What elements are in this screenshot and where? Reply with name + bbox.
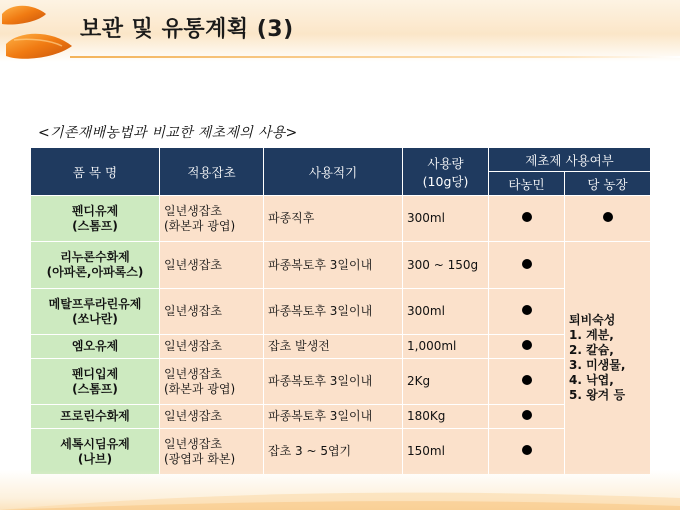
weeds-text: 일년생잡초 <box>164 203 222 218</box>
note-heading: 퇴비숙성 <box>569 313 616 327</box>
weeds-detail: (광엽과 화본) <box>164 451 236 466</box>
tanungmin-cell <box>489 196 565 242</box>
timing-cell: 파종복토후 3일이내 <box>264 242 403 289</box>
table-row <box>31 359 651 405</box>
our-farm-cell <box>565 196 651 242</box>
product-cell <box>31 289 160 335</box>
tanungmin-cell <box>489 429 565 475</box>
product-cell <box>31 359 160 405</box>
header-tanungmin: 타농민 <box>489 172 565 196</box>
tanungmin-cell <box>489 335 565 359</box>
weeds-cell: 일년생잡초 <box>160 289 264 335</box>
product-brand: (아파론,아파록스) <box>46 265 144 279</box>
used-dot-icon <box>522 212 532 222</box>
amount-cell: 150ml <box>403 429 489 475</box>
weeds-text: 일년생잡초 <box>164 436 222 451</box>
weeds-cell <box>160 429 264 475</box>
header-amount <box>403 148 489 196</box>
timing-cell: 파종복토후 3일이내 <box>264 359 403 405</box>
note-item: 4. 낙엽, <box>569 373 614 387</box>
weeds-cell: 일년생잡초 <box>160 242 264 289</box>
table-row <box>31 429 651 475</box>
amount-cell: 300ml <box>403 289 489 335</box>
product-name: 프로린수화제 <box>60 409 130 423</box>
table-caption: <기존재배농법과 비교한 제초제의 사용> <box>38 125 298 141</box>
tanungmin-cell <box>489 289 565 335</box>
amount-cell: 300ml <box>403 196 489 242</box>
amount-cell: 2Kg <box>403 359 489 405</box>
used-dot-icon <box>522 375 532 385</box>
product-cell <box>31 429 160 475</box>
product-name: 세톡시딤유제 <box>60 436 130 451</box>
header-amount-line1: 사용량 <box>427 155 464 171</box>
table-row <box>31 242 651 289</box>
timing-cell: 파종복토후 3일이내 <box>264 289 403 335</box>
used-dot-icon <box>522 305 532 315</box>
weeds-text: 일년생잡초 <box>164 366 222 381</box>
product-name: 리누론수화제 <box>60 250 130 264</box>
product-cell <box>31 242 160 289</box>
weeds-cell <box>160 359 264 405</box>
product-brand: (스톰프) <box>72 381 118 396</box>
tanungmin-cell <box>489 242 565 289</box>
product-name: 펜디입제 <box>71 366 119 381</box>
weeds-detail: (화본과 광엽) <box>164 218 236 233</box>
amount-cell: 1,000ml <box>403 335 489 359</box>
header-divider <box>70 56 680 58</box>
weeds-cell: 일년생잡초 <box>160 335 264 359</box>
product-cell <box>31 335 160 359</box>
product-brand: (스톰프) <box>72 218 118 233</box>
product-name: 펜디유제 <box>71 203 119 218</box>
amount-cell: 180Kg <box>403 405 489 429</box>
timing-cell: 파종복토후 3일이내 <box>264 405 403 429</box>
used-dot-icon <box>522 410 532 420</box>
used-dot-icon <box>603 212 613 222</box>
header-weeds: 적용잡초 <box>160 148 264 196</box>
table-row <box>31 196 651 242</box>
header-product: 품 목 명 <box>31 148 160 196</box>
weeds-detail: (화본과 광엽) <box>164 381 236 396</box>
timing-cell: 파종직후 <box>264 196 403 242</box>
product-cell <box>31 405 160 429</box>
note-item: 3. 미생물, <box>569 358 626 372</box>
footer-swoosh-icon <box>0 470 680 510</box>
amount-cell: 300 ~ 150g <box>403 242 489 289</box>
header-usage-group: 제초제 사용여부 <box>489 148 651 172</box>
page-title: 보관 및 유통계획 (3) <box>80 17 294 42</box>
weeds-cell <box>160 196 264 242</box>
table-row <box>31 335 651 359</box>
product-name: 엠오유제 <box>71 339 119 353</box>
used-dot-icon <box>522 445 532 455</box>
tanungmin-cell <box>489 359 565 405</box>
note-item: 1. 계분, <box>569 328 614 342</box>
used-dot-icon <box>522 259 532 269</box>
header-amount-line2: (10g당) <box>422 173 469 189</box>
product-cell <box>31 196 160 242</box>
header-timing: 사용적기 <box>264 148 403 196</box>
weeds-cell: 일년생잡초 <box>160 405 264 429</box>
note-item: 2. 칼슘, <box>569 343 614 357</box>
product-name: 메탈프루라린유제 <box>48 296 142 311</box>
herbicide-comparison-table <box>30 147 651 475</box>
our-farm-note-cell <box>565 242 651 475</box>
product-brand: (나브) <box>77 451 113 466</box>
table-row <box>31 289 651 335</box>
carrot-logo-icon <box>0 0 80 70</box>
product-brand: (쏘나란) <box>72 311 118 326</box>
table-row <box>31 405 651 429</box>
used-dot-icon <box>522 340 532 350</box>
note-item: 5. 왕겨 등 <box>569 388 626 402</box>
tanungmin-cell <box>489 405 565 429</box>
timing-cell: 잡초 발생전 <box>264 335 403 359</box>
header-our-farm: 당 농장 <box>565 172 651 196</box>
timing-cell: 잡초 3 ~ 5엽기 <box>264 429 403 475</box>
